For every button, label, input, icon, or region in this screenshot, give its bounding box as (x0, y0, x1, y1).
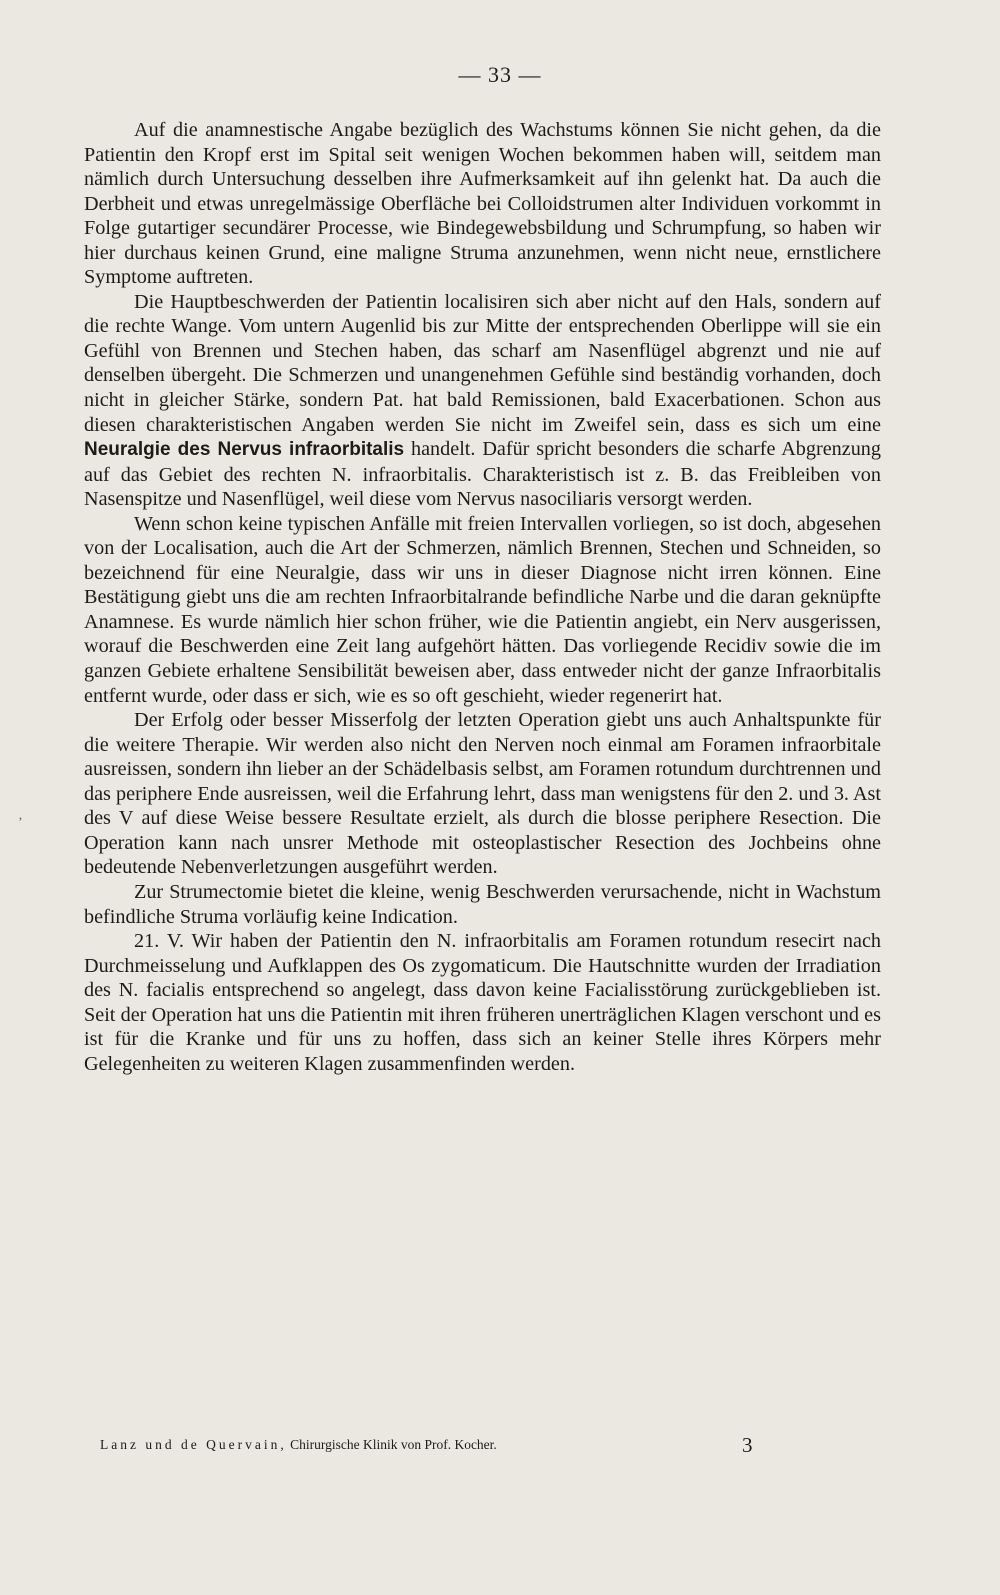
signature-mark: 3 (742, 1433, 753, 1457)
paragraph (84, 290, 881, 512)
paragraph: Wenn schon keine typischen Anfälle mit freien Intervallen vorliegen, so ist doch, abgesehen von der Localisation, auch die Art der Schmerzen, nämlich Brennen, Stechen und Schneiden, so bezeichnend für eine Neuralgie, dass wir uns in dieser Diagnose nicht irren können. Eine Bestätigung giebt uns die am rechten Infraorbitalrande befindliche Narbe und die daran geknüpfte Anamnese. Es wurde nämlich hier schon früher, wie die Patientin angiebt, ein Nerv ausgerissen, worauf die Beschwerden eine Zeit lang aufgehört hätten. Das vorliegende Recidiv sowie die im ganzen Gebiete erhaltene Sensibilität beweisen aber, dass entweder nicht der ganze Infraorbitalis entfernt wurde, oder dass er sich, wie es so oft geschieht, wieder regenerirt hat. (84, 512, 881, 707)
footer-authors: Lanz und de Quervain, (100, 1437, 287, 1452)
emphasized-term: Neuralgie des Nervus infraorbitalis (84, 439, 405, 461)
page-number: — 33 — (458, 62, 542, 87)
paragraph-text: handelt. Dafür spricht besonders die scharfe Abgrenzung auf das Gebiet des rechten N. infraorbitalis. Charakteristisch ist z. B. das Freibleiben von Nasenspitze und Nasenflügel, weil diese vom Nervus nasociliaris versorgt werden. (84, 438, 881, 511)
paragraph: Auf die anamnestische Angabe bezüglich des Wachstums können Sie nicht gehen, da die Patientin den Kropf erst im Spital seit wenigen Wochen bekommen haben will, seitdem man nämlich durch Untersuchung desselben ihre Aufmerksamkeit auf ihn gelenkt hat. Da auch die Derbheit und etwas unregelmässige Oberfläche bei Colloidstrumen alter Individuen vorkommt in Folge gutartiger secundärer Processe, wie Bindegewebsbildung und Schrumpfung, so haben wir hier durchaus keinen Grund, eine maligne Struma anzunehmen, wenn nicht neue, ernstlichere Symptome auftreten. (84, 119, 881, 289)
body-text (84, 118, 881, 1076)
footer-line (100, 1437, 800, 1453)
paragraph: Der Erfolg oder besser Misserfolg der letzten Operation giebt uns auch Anhaltspunkte für die weitere Therapie. Wir werden also nicht den Nerven noch einmal am Foramen infraorbitale ausreissen, sondern ihn lieber an der Schädelbasis selbst, am Foramen rotundum durchtrennen und das periphere Ende ausreissen, weil die Erfahrung lehrt, dass man wenigstens für den 2. und 3. Ast des V auf diese Weise bessere Resultate erzielt, als durch die blosse periphere Resection. Die Operation kann nach unsrer Methode mit osteoplastischer Resection des Jochbeins ohne bedeutende Nebenverletzungen ausgeführt werden. (84, 709, 881, 879)
paragraph: 21. V. Wir haben der Patientin den N. infraorbitalis am Foramen rotundum resecirt nach Durchmeisselung und Aufklappen des Os zygomaticum. Die Hautschnitte wurden der Irradiation des N. facialis entsprechend so angelegt, dass davon keine Facialisstörung zurückgeblieben ist. Seit der Operation hat uns die Patientin mit ihren früheren unerträglichen Klagen verschont und es ist für die Kranke und für uns zu hoffen, dass sich an keiner Stelle ihres Körpers mehr Gelegenheiten zu weiteren Klagen zusammenfinden werden. (84, 930, 881, 1075)
margin-mark: ‚ (18, 808, 23, 823)
paragraph-text: Die Hauptbeschwerden der Patientin localisiren sich aber nicht auf den Hals, sondern auf die rechte Wange. Vom untern Augenlid bis zur Mitte der entsprechenden Oberlippe will sie ein Gefühl von Brennen und Stechen haben, das scharf am Nasenflügel abgrenzt und nie auf denselben übergeht. Die Schmerzen und unangenehmen Gefühle sind beständig vorhanden, doch nicht in gleicher Stärke, sondern Pat. hat bald Remissionen, bald Exacerbationen. Schon aus diesen charakteristischen Angaben werden Sie nicht im Zweifel sein, dass es sich um eine (84, 290, 881, 436)
paragraph: Zur Strumectomie bietet die kleine, wenig Beschwerden verursachende, nicht in Wachstum befindliche Struma vorläufig keine Indication. (84, 880, 881, 928)
footer-title: Chirurgische Klinik von Prof. Kocher. (290, 1437, 497, 1452)
